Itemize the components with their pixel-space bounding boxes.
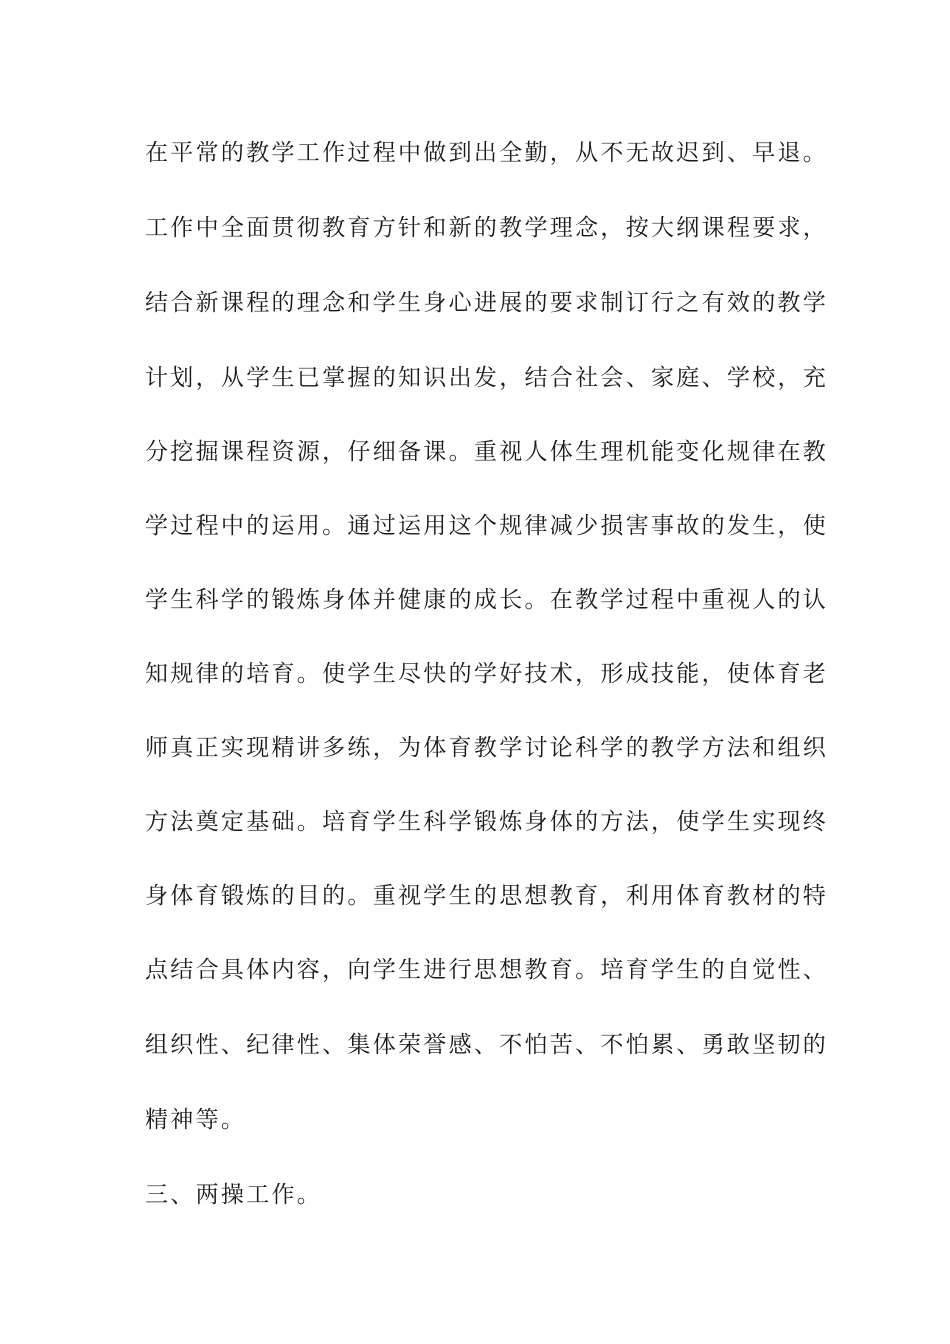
paragraph-line: 点结合具体内容，向学生进行思想教育。培育学生的自觉性、 <box>145 957 829 983</box>
section-heading: 三、两操工作。 <box>145 1182 323 1208</box>
paragraph-line: 结合新课程的理念和学生身心进展的要求制订行之有效的教学 <box>145 290 829 316</box>
paragraph-line: 组织性、纪律性、集体荣誉感、不怕苦、不怕累、勇敢坚韧的 <box>145 1032 829 1058</box>
paragraph-line: 学过程中的运用。通过运用这个规律减少损害事故的发生，使 <box>145 513 829 539</box>
paragraph-line: 分挖掘课程资源，仔细备课。重视人体生理机能变化规律在教 <box>145 439 829 465</box>
paragraph-line: 师真正实现精讲多练，为体育教学讨论科学的教学方法和组织 <box>145 735 829 761</box>
paragraph-line: 工作中全面贯彻教育方针和新的教学理念，按大纲课程要求， <box>145 215 829 241</box>
paragraph-line: 方法奠定基础。培育学生科学锻炼身体的方法，使学生实现终 <box>145 809 829 835</box>
paragraph-line: 学生科学的锻炼身体并健康的成长。在教学过程中重视人的认 <box>145 587 829 613</box>
paragraph-line: 计划，从学生已掌握的知识出发，结合社会、家庭、学校，充 <box>145 365 829 391</box>
paragraph-line: 精神等。 <box>145 1107 247 1133</box>
paragraph-line: 身体育锻炼的目的。重视学生的思想教育，利用体育教材的特 <box>145 883 829 909</box>
paragraph-line: 在平常的教学工作过程中做到出全勤，从不无故迟到、早退。 <box>145 140 829 166</box>
paragraph-line: 知规律的培育。使学生尽快的学好技术，形成技能，使体育老 <box>145 661 829 687</box>
